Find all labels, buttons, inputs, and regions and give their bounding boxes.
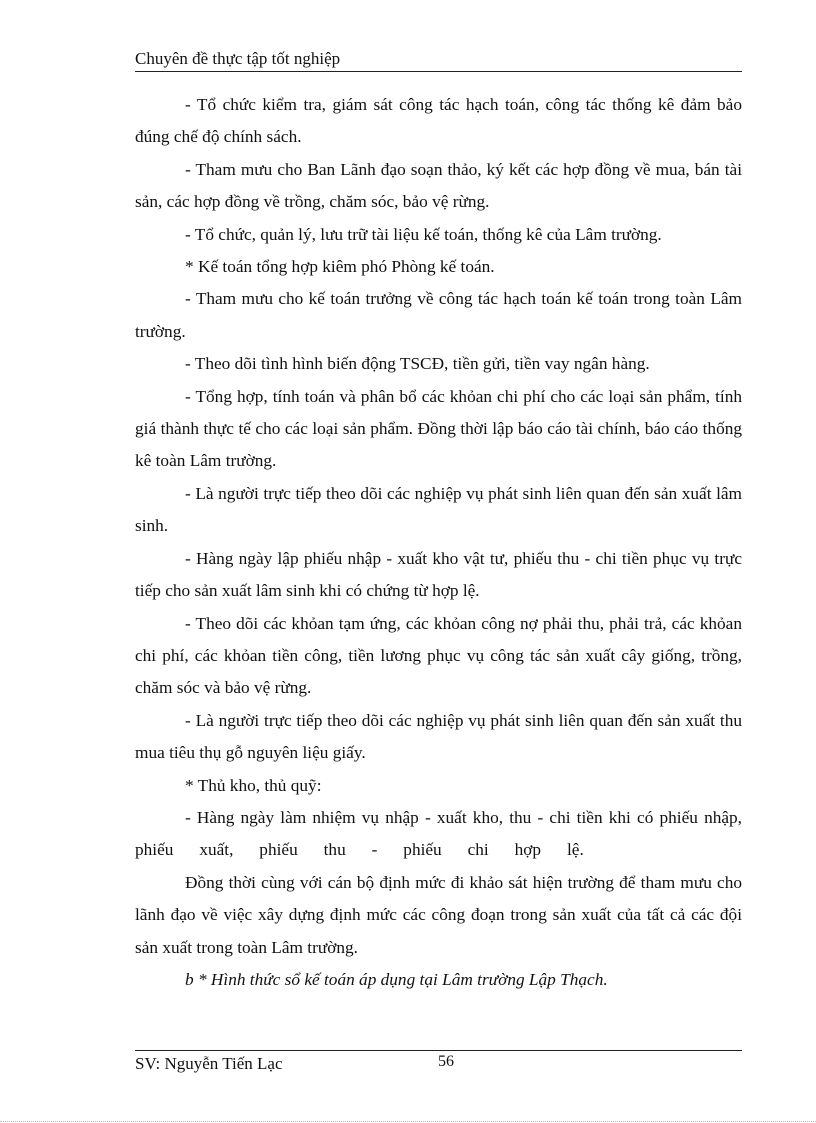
footer-divider <box>135 1050 742 1051</box>
page-number: 56 <box>438 1053 454 1070</box>
paragraph: - Tham mưu cho kế toán trưởng về công tác hạch toán kế toán trong toàn Lâm trường. <box>135 289 742 341</box>
header-title: Chuyên đề thực tập tốt nghiệp <box>135 49 341 68</box>
document-body <box>135 89 768 996</box>
paragraph: - Tham mưu cho Ban Lãnh đạo soạn thảo, ký kết các hợp đồng về mua, bán tài sản, các hợp đồng về trồng, chăm sóc, bảo vệ rừng. <box>135 159 742 212</box>
paragraph: * Thủ kho, thủ quỹ: <box>185 775 322 795</box>
page-header <box>135 48 742 72</box>
paragraph: - Là người trực tiếp theo dõi các nghiệp vụ phát sinh liên quan đến sản xuất thu mua tiêu thụ gỗ nguyên liệu giấy. <box>135 710 742 763</box>
paragraph: - Hàng ngày làm nhiệm vụ nhập - xuất kho, thu - chi tiền khi có phiếu nhập, phiếu xuất, phiếu thu - phiếu chi hợp lệ. <box>135 807 768 860</box>
paragraph: - Tổ chức kiểm tra, giám sát công tác hạch toán, công tác thống kê đảm bảo đúng chế độ chính sách. <box>135 95 742 147</box>
section-heading: b * Hình thức sổ kế toán áp dụng tại Lâm trường Lập Thạch. <box>185 969 608 989</box>
paragraph: - Theo dõi các khỏan tạm ứng, các khỏan công nợ phải thu, phải trả, các khỏan chi phí, các khỏan tiền công, tiền lương phục vụ công tác sản xuất cây giống, trồng, chăm sóc và bảo vệ rừng. <box>135 613 742 698</box>
paragraph: - Hàng ngày lập phiếu nhập - xuất kho vật tư, phiếu thu - chi tiền phục vụ trực tiếp cho sản xuất lâm sinh khi có chứng từ hợp lệ. <box>135 548 742 601</box>
page-bottom-border <box>0 1121 816 1122</box>
paragraph: - Là người trực tiếp theo dõi các nghiệp vụ phát sinh liên quan đến sản xuất lâm sinh. <box>135 483 742 536</box>
footer-student: SV: Nguyễn Tiến Lạc <box>135 1054 283 1073</box>
paragraph: - Tổ chức, quản lý, lưu trữ tài liệu kế toán, thống kê của Lâm trường. <box>185 224 662 244</box>
paragraph: - Theo dõi tình hình biến động TSCĐ, tiền gửi, tiền vay ngân hàng. <box>185 354 650 374</box>
paragraph: Đồng thời cùng với cán bộ định mức đi khảo sát hiện trường để tham mưu cho lãnh đạo về việc xây dựng định mức các công đoạn trong sản xuất của tất cả các đội sản xuất trong toàn Lâm trường. <box>135 872 742 957</box>
paragraph: - Tổng hợp, tính toán và phân bổ các khỏan chi phí cho các loại sản phẩm, tính giá thành thực tế cho các loại sản phẩm. Đồng thời lập báo cáo tài chính, báo cáo thống kê toàn Lâm trường. <box>135 386 742 471</box>
paragraph: * Kế toán tổng hợp kiêm phó Phòng kế toán. <box>185 257 495 277</box>
